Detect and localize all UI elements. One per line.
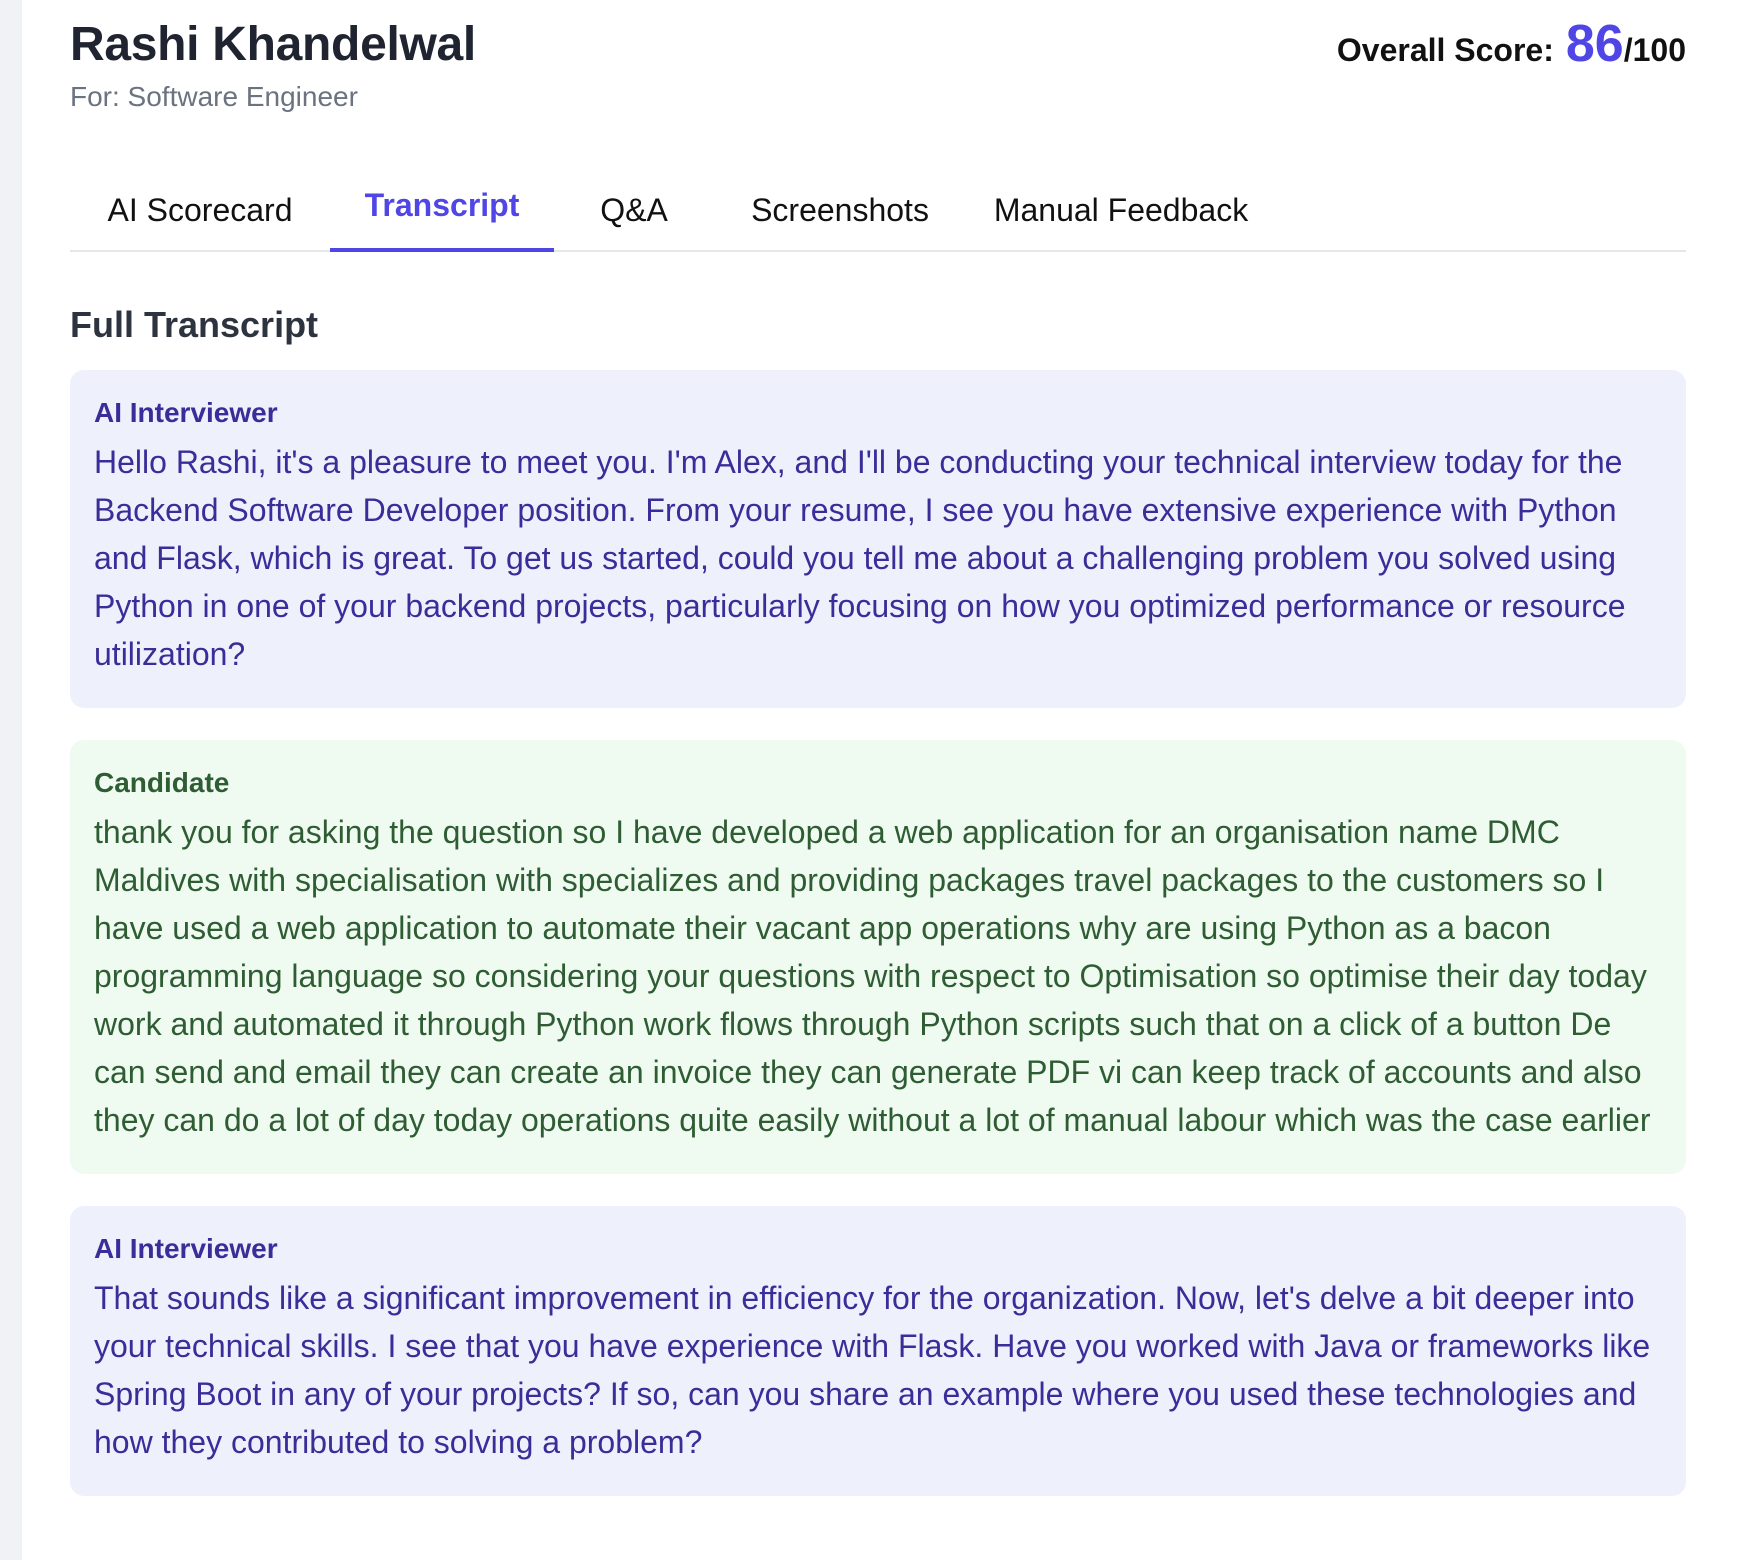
tab-transcript[interactable]: Transcript: [330, 170, 554, 252]
overall-score: [1337, 14, 1686, 74]
section-title: Full Transcript: [70, 304, 319, 345]
report-content: [70, 0, 1686, 1460]
message-text: Hello Rashi, it's a pleasure to meet you. I'm Alex, and I'll be conducting your technical interview today for the Backend Software Developer position. From your resume, I see you have extensive experience with Python and Flask, which is great. To get us started, could you tell me about a challenging problem you solved using Python in one of your backend projects, particularly focusing on how you optimized performance or resource utilization?: [94, 444, 1626, 672]
score-max: /100: [1623, 32, 1686, 68]
report-tabs: [70, 170, 1686, 252]
candidate-name: Rashi Khandelwal: [70, 18, 476, 71]
report-header: [70, 0, 1686, 130]
speaker-label: Candidate: [94, 767, 230, 798]
role-subtitle: For: Software Engineer: [70, 81, 358, 112]
score-value: 86: [1565, 15, 1624, 73]
transcript-message-ai: [70, 370, 1686, 708]
message-text: thank you for asking the question so I have developed a web application for an organisation name DMC Maldives with specialisation with specializes and providing packages travel packages to the customers so I have used a web application to automate their vacant app operations why are using Python as a bacon programming language so considering your questions with respect to Optimisation so optimise their day today work and automated it through Python work flows through Python scripts such that on a click of a button De can send and email they can create an invoice they can generate PDF vi can keep track of accounts and also they can do a lot of day today operations quite easily without a lot of manual labour which was the case earlier: [94, 814, 1651, 1138]
speaker-label: AI Interviewer: [94, 397, 278, 428]
transcript-message-candidate: [70, 740, 1686, 1174]
transcript-message-ai: [70, 1206, 1686, 1496]
tab-screenshots[interactable]: Screenshots: [751, 191, 929, 228]
tab-manual-feedback[interactable]: Manual Feedback: [993, 191, 1249, 228]
transcript-list: [70, 370, 1686, 1528]
score-label: Overall Score:: [1336, 32, 1554, 68]
report-page: [22, 0, 1740, 1560]
tab-ai-scorecard[interactable]: AI Scorecard: [107, 191, 293, 228]
tab-qa[interactable]: Q&A: [600, 191, 668, 228]
speaker-label: AI Interviewer: [94, 1233, 278, 1264]
message-text: That sounds like a significant improvement in efficiency for the organization. Now, let's delve a bit deeper into your technical skills. I see that you have experience with Flask. Have you worked with Java or frameworks like Spring Boot in any of your projects? If so, can you share an example where you used these technologies and how they contributed to solving a problem?: [94, 1280, 1651, 1460]
